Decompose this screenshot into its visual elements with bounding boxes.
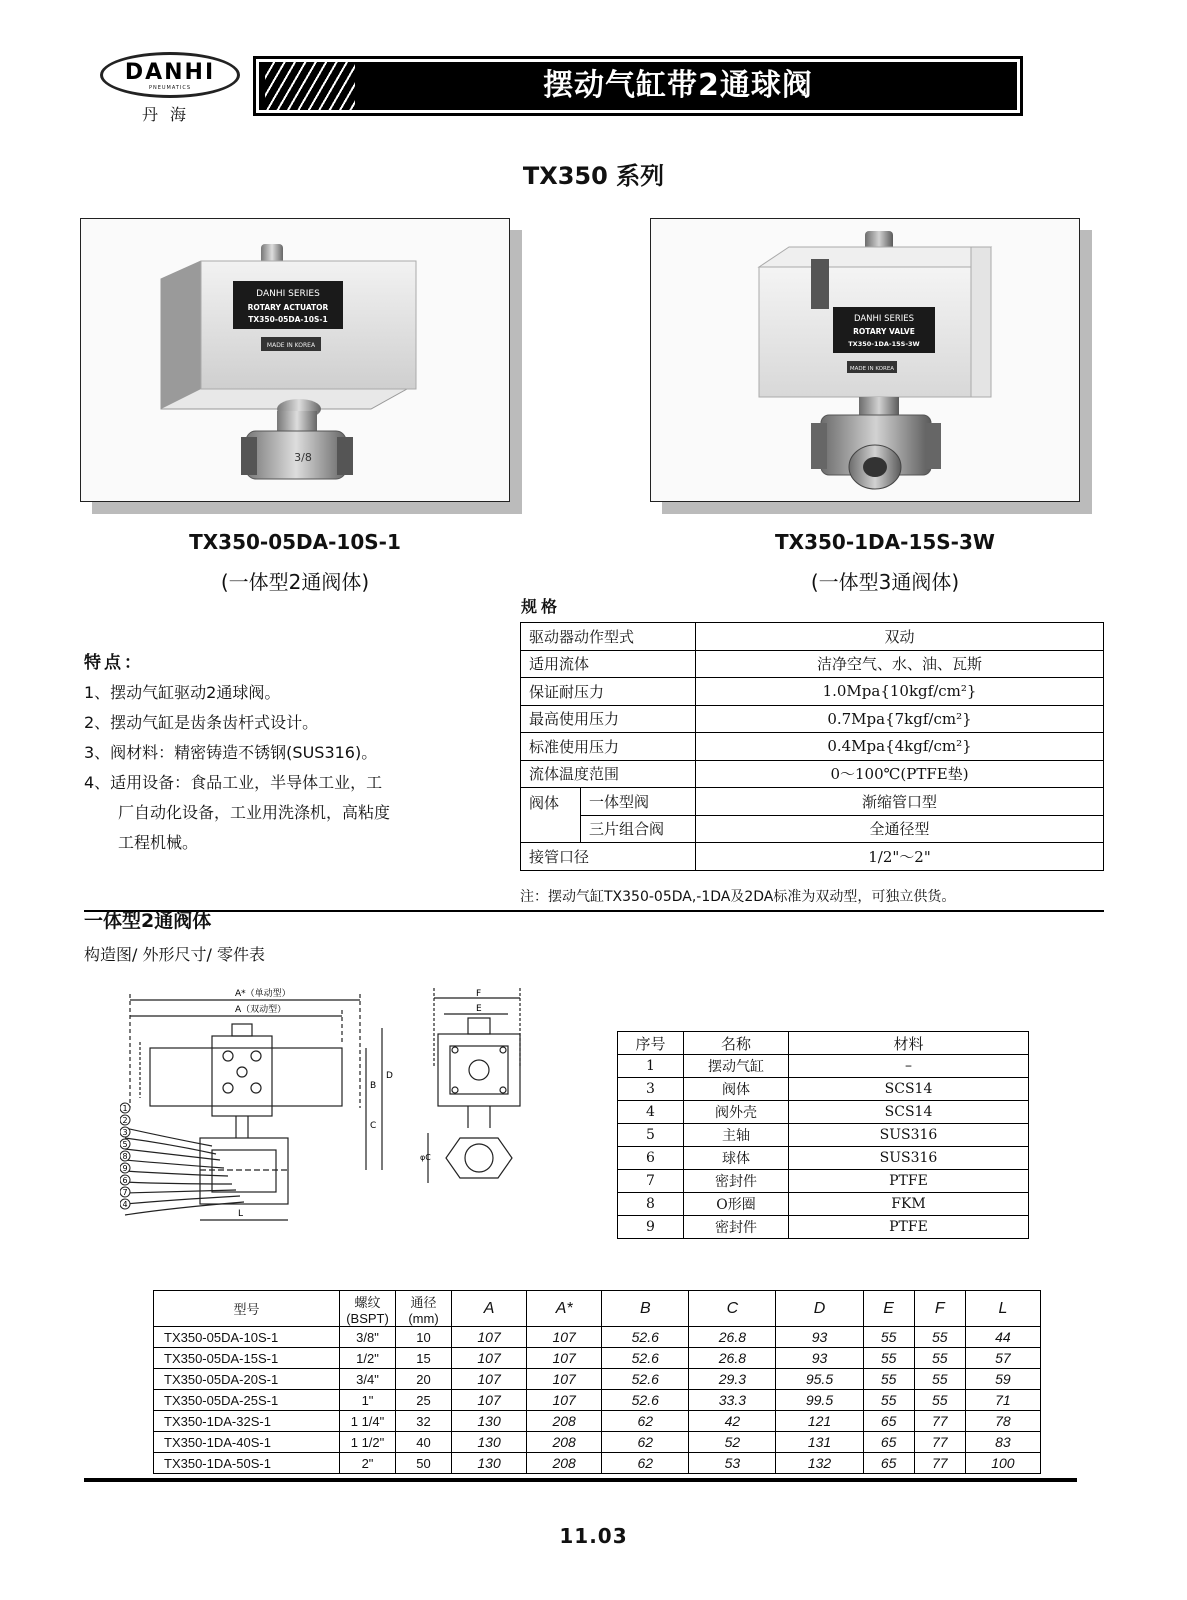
callout-3: 3 [122, 1128, 128, 1137]
parts-header-row [618, 1032, 1029, 1055]
port-size-mark: 3/8 [294, 451, 312, 464]
dims-bore: 15 [396, 1348, 452, 1369]
spec-key: 适用流体 [521, 650, 696, 678]
parts-name: 阀外壳 [684, 1101, 789, 1124]
dims-header-bore [396, 1291, 452, 1327]
callout-7: 7 [122, 1188, 128, 1197]
dims-value: 65 [863, 1453, 914, 1474]
spec-row [521, 705, 1104, 733]
dim-e: E [476, 1004, 482, 1014]
footer-rule [84, 1478, 1077, 1482]
dim-l: L [238, 1209, 244, 1219]
spec-key: 一体型阀 [581, 788, 696, 816]
dims-row [154, 1432, 1041, 1453]
spec-key: 标准使用压力 [521, 733, 696, 761]
parts-name: O形圈 [684, 1193, 789, 1216]
section-title: 一体型2通阀体 [84, 910, 212, 932]
feature-item: 工程机械。 [118, 833, 199, 852]
dims-header-row [154, 1291, 1041, 1327]
dims-value: 107 [452, 1390, 527, 1411]
plate-line-3: TX350-1DA-15S-3W [848, 340, 920, 348]
dims-value: 107 [452, 1348, 527, 1369]
parts-material: SCS14 [789, 1101, 1029, 1124]
dims-value: 121 [776, 1411, 863, 1432]
product-desc-1: (一体型2通阀体) [220, 570, 370, 594]
dims-value: 78 [965, 1411, 1040, 1432]
parts-header: 序号 [618, 1032, 684, 1055]
spec-label: 规格 [521, 597, 562, 616]
callout-5: 5 [122, 1140, 128, 1149]
parts-row [618, 1216, 1029, 1239]
parts-name: 密封件 [684, 1170, 789, 1193]
dims-header-col: D [776, 1291, 863, 1327]
made-in-label: MADE IN KOREA [849, 366, 895, 372]
callout-8: 8 [122, 1152, 128, 1161]
spec-value: 渐缩管口型 [696, 788, 1104, 816]
actuator-3way-image [651, 219, 1080, 502]
dims-value: 55 [863, 1390, 914, 1411]
parts-name: 密封件 [684, 1216, 789, 1239]
made-in-label: MADE IN KOREA [266, 342, 316, 349]
spec-row [521, 788, 1104, 816]
dims-value: 44 [965, 1327, 1040, 1348]
parts-material: SCS14 [789, 1078, 1029, 1101]
dims-model: TX350-05DA-20S-1 [154, 1369, 340, 1390]
dims-value: 107 [527, 1390, 602, 1411]
parts-table [617, 1031, 1029, 1239]
dims-value: 65 [863, 1411, 914, 1432]
spec-row [521, 733, 1104, 761]
construction-drawing [120, 988, 540, 1260]
parts-material: – [789, 1055, 1029, 1078]
dims-value: 55 [914, 1390, 965, 1411]
dims-bore: 20 [396, 1369, 452, 1390]
dims-bore: 50 [396, 1453, 452, 1474]
section-rule [84, 910, 1104, 912]
dims-model: TX350-05DA-15S-1 [154, 1348, 340, 1369]
parts-no: 8 [618, 1193, 684, 1216]
parts-header: 名称 [684, 1032, 789, 1055]
dims-value: 52.6 [602, 1348, 689, 1369]
parts-material: PTFE [789, 1216, 1029, 1239]
spec-value: 0.4Mpa{4kgf/cm²} [696, 733, 1104, 761]
parts-row [618, 1193, 1029, 1216]
plate-line-3: TX350-05DA-10S-1 [248, 315, 328, 324]
parts-no: 6 [618, 1147, 684, 1170]
parts-row [618, 1078, 1029, 1101]
dims-value: 100 [965, 1453, 1040, 1474]
spec-key: 三片组合阀 [581, 815, 696, 843]
dims-model: TX350-05DA-25S-1 [154, 1390, 340, 1411]
plate-line-1: DANHI SERIES [853, 314, 915, 324]
dims-value: 130 [452, 1453, 527, 1474]
parts-row [618, 1101, 1029, 1124]
dims-value: 107 [452, 1369, 527, 1390]
dims-value: 77 [914, 1453, 965, 1474]
dims-model: TX350-05DA-10S-1 [154, 1327, 340, 1348]
dims-value: 33.3 [689, 1390, 776, 1411]
dims-thread: 1 1/4" [340, 1411, 396, 1432]
spec-value: 全通径型 [696, 815, 1104, 843]
spec-value: 0.7Mpa{7kgf/cm²} [696, 705, 1104, 733]
parts-row [618, 1055, 1029, 1078]
dims-header-col: E [863, 1291, 914, 1327]
spec-value: 1.0Mpa{10kgf/cm²} [696, 678, 1104, 706]
spec-key: 接管口径 [521, 843, 696, 871]
feature-item: 4、适用设备：食品工业，半导体工业，工 [84, 773, 383, 792]
dims-row [154, 1369, 1041, 1390]
dims-thread: 1" [340, 1390, 396, 1411]
spec-table [520, 622, 1104, 871]
actuator-2way-image [81, 219, 510, 502]
spec-row [521, 760, 1104, 788]
dims-header-bore-2: (mm) [408, 1310, 439, 1326]
parts-row [618, 1170, 1029, 1193]
dims-value: 208 [527, 1411, 602, 1432]
spec-value: 洁净空气、水、油、瓦斯 [696, 650, 1104, 678]
dims-row [154, 1411, 1041, 1432]
parts-no: 3 [618, 1078, 684, 1101]
dims-bore: 25 [396, 1390, 452, 1411]
dims-thread: 2" [340, 1453, 396, 1474]
dims-value: 52.6 [602, 1327, 689, 1348]
dims-model: TX350-1DA-50S-1 [154, 1453, 340, 1474]
callout-9: 9 [122, 1164, 128, 1173]
parts-material: FKM [789, 1193, 1029, 1216]
spec-key: 保证耐压力 [521, 678, 696, 706]
spec-row [521, 678, 1104, 706]
dims-header-model: 型号 [154, 1291, 340, 1327]
dims-value: 26.8 [689, 1327, 776, 1348]
feature-item: 2、摆动气缸是齿条齿杆式设计。 [84, 713, 319, 732]
dims-body [154, 1327, 1041, 1474]
title-bar [253, 56, 1023, 116]
spec-key: 驱动器动作型式 [521, 623, 696, 651]
dims-value: 42 [689, 1411, 776, 1432]
dims-value: 107 [527, 1369, 602, 1390]
dims-value: 55 [863, 1369, 914, 1390]
product-photo-2 [650, 218, 1080, 502]
dims-value: 53 [689, 1453, 776, 1474]
dims-value: 130 [452, 1411, 527, 1432]
dims-bore: 32 [396, 1411, 452, 1432]
dim-a-star: A*（单动型） [235, 989, 291, 999]
parts-header: 材料 [789, 1032, 1029, 1055]
parts-no: 1 [618, 1055, 684, 1078]
parts-name: 球体 [684, 1147, 789, 1170]
logo [100, 52, 240, 122]
features-list [84, 678, 484, 858]
dims-value: 77 [914, 1432, 965, 1453]
dims-value: 59 [965, 1369, 1040, 1390]
dim-a: A（双动型） [235, 1005, 287, 1015]
dims-header-col: L [965, 1291, 1040, 1327]
dims-model: TX350-1DA-40S-1 [154, 1432, 340, 1453]
callout-4: 4 [122, 1200, 128, 1209]
dims-value: 130 [452, 1432, 527, 1453]
title-inner [259, 62, 1017, 110]
dims-bore: 10 [396, 1327, 452, 1348]
dims-model: TX350-1DA-32S-1 [154, 1411, 340, 1432]
dims-value: 55 [863, 1348, 914, 1369]
dims-header-thread-1: 螺纹 [354, 1294, 381, 1310]
plate-line-2: ROTARY VALVE [853, 327, 915, 336]
dims-value: 107 [527, 1327, 602, 1348]
dims-value: 65 [863, 1432, 914, 1453]
dims-value: 52.6 [602, 1390, 689, 1411]
dims-value: 83 [965, 1432, 1040, 1453]
product-model-2: TX350-1DA-15S-3W [775, 530, 995, 554]
dims-header-col: C [689, 1291, 776, 1327]
parts-no: 7 [618, 1170, 684, 1193]
dims-value: 208 [527, 1432, 602, 1453]
dims-thread: 3/8" [340, 1327, 396, 1348]
spec-body-label: 阀体 [521, 788, 581, 843]
callout-2: 2 [122, 1116, 128, 1125]
dimension-table [153, 1290, 1041, 1474]
parts-name: 主轴 [684, 1124, 789, 1147]
spec-row [521, 650, 1104, 678]
page-number: 11.03 [559, 1524, 628, 1548]
dims-thread: 3/4" [340, 1369, 396, 1390]
parts-name: 阀体 [684, 1078, 789, 1101]
dims-value: 107 [527, 1348, 602, 1369]
feature-item: 厂自动化设备，工业用洗涤机，高粘度 [118, 803, 391, 822]
logo-sub: PNEUMATICS [148, 85, 192, 91]
dims-row [154, 1327, 1041, 1348]
dims-header-bore-1: 通径 [410, 1294, 437, 1310]
dims-row [154, 1453, 1041, 1474]
spec-key: 最高使用压力 [521, 705, 696, 733]
title-stripes [265, 62, 355, 110]
dims-value: 55 [914, 1369, 965, 1390]
parts-row [618, 1147, 1029, 1170]
section-subtitle: 构造图/ 外形尺寸/ 零件表 [84, 945, 265, 964]
logo-brand: DANHI [124, 60, 216, 85]
dims-value: 131 [776, 1432, 863, 1453]
dims-bore: 40 [396, 1432, 452, 1453]
dims-value: 95.5 [776, 1369, 863, 1390]
page-title: 摆动气缸带2通球阀 [543, 68, 813, 103]
callout-1: 1 [122, 1104, 128, 1113]
spec-row [521, 623, 1104, 651]
product-desc-2: (一体型3通阀体) [810, 570, 960, 594]
dims-value: 62 [602, 1453, 689, 1474]
parts-no: 4 [618, 1101, 684, 1124]
dims-value: 62 [602, 1411, 689, 1432]
dims-value: 93 [776, 1348, 863, 1369]
parts-material: SUS316 [789, 1124, 1029, 1147]
dims-value: 71 [965, 1390, 1040, 1411]
dims-header-thread [340, 1291, 396, 1327]
dims-header-col: B [602, 1291, 689, 1327]
plate-line-2: ROTARY ACTUATOR [247, 303, 329, 312]
dims-row [154, 1348, 1041, 1369]
dim-f: F [476, 989, 482, 999]
dim-phi-c: φC [420, 1153, 431, 1162]
spec-row [521, 815, 1104, 843]
spec-row [521, 843, 1104, 871]
parts-name: 摆动气缸 [684, 1055, 789, 1078]
feature-item: 3、阀材料：精密铸造不锈钢(SUS316)。 [84, 743, 378, 762]
spec-key: 流体温度范围 [521, 760, 696, 788]
dims-value: 55 [863, 1327, 914, 1348]
dims-value: 93 [776, 1327, 863, 1348]
dims-thread: 1 1/2" [340, 1432, 396, 1453]
feature-item: 1、摆动气缸驱动2通球阀。 [84, 683, 281, 702]
dims-header-thread-2: (BSPT) [346, 1310, 389, 1326]
dim-b: B [370, 1081, 377, 1091]
dims-value: 77 [914, 1411, 965, 1432]
parts-row [618, 1124, 1029, 1147]
dims-value: 52.6 [602, 1369, 689, 1390]
plate-line-1: DANHI SERIES [256, 289, 320, 299]
spec-value: 双动 [696, 623, 1104, 651]
dims-header-col: A [452, 1291, 527, 1327]
parts-material: SUS316 [789, 1147, 1029, 1170]
dims-value: 26.8 [689, 1348, 776, 1369]
dims-thread: 1/2" [340, 1348, 396, 1369]
spec-value: 0～100℃(PTFE垫) [696, 760, 1104, 788]
parts-no: 5 [618, 1124, 684, 1147]
dims-value: 132 [776, 1453, 863, 1474]
dim-c: C [370, 1121, 377, 1131]
dims-value: 55 [914, 1327, 965, 1348]
dims-row [154, 1390, 1041, 1411]
series-title: TX350 系列 [522, 162, 665, 190]
product-model-1: TX350-05DA-10S-1 [189, 530, 401, 554]
dims-value: 57 [965, 1348, 1040, 1369]
product-photo-1 [80, 218, 510, 502]
dim-d: D [386, 1071, 393, 1081]
logo-cn: 丹海 [141, 105, 198, 124]
dims-value: 62 [602, 1432, 689, 1453]
dims-value: 99.5 [776, 1390, 863, 1411]
features-title: 特点： [84, 653, 144, 673]
parts-material: PTFE [789, 1170, 1029, 1193]
dims-value: 52 [689, 1432, 776, 1453]
dims-header-col: F [914, 1291, 965, 1327]
callout-6: 6 [122, 1176, 128, 1185]
dims-value: 29.3 [689, 1369, 776, 1390]
dims-value: 55 [914, 1348, 965, 1369]
dims-header-col: A* [527, 1291, 602, 1327]
dims-value: 208 [527, 1453, 602, 1474]
parts-no: 9 [618, 1216, 684, 1239]
spec-value: 1/2"～2" [696, 843, 1104, 871]
dims-value: 107 [452, 1327, 527, 1348]
spec-note: 注：摆动气缸TX350-05DA,-1DA及2DA标准为双动型，可独立供货。 [520, 889, 956, 905]
